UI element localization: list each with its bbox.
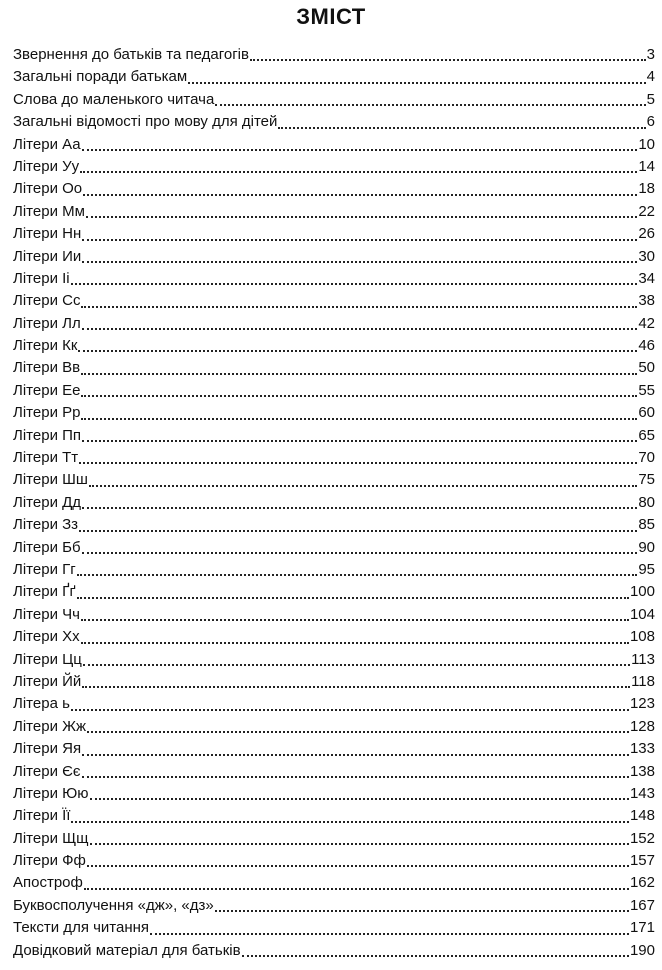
toc-entry bbox=[13, 246, 655, 268]
table-of-contents bbox=[13, 44, 655, 962]
toc-entry bbox=[13, 693, 655, 715]
toc-entry-page-number: 100 bbox=[629, 583, 655, 601]
dot-leader bbox=[81, 642, 629, 644]
toc-entry-page-number: 104 bbox=[629, 605, 655, 623]
dot-leader bbox=[89, 485, 637, 487]
dot-leader bbox=[80, 171, 637, 173]
toc-entry-label: Тексти для читання bbox=[13, 919, 150, 937]
toc-entry-page-number: 18 bbox=[638, 180, 655, 198]
toc-entry-label: Літери Юю bbox=[13, 784, 89, 802]
dot-leader bbox=[82, 776, 629, 778]
toc-entry bbox=[13, 178, 655, 200]
toc-entry-page-number: 133 bbox=[629, 740, 655, 758]
toc-entry bbox=[13, 716, 655, 738]
toc-entry bbox=[13, 738, 655, 760]
toc-entry-label: Літери Нн bbox=[13, 225, 82, 243]
toc-entry-label: Апостроф bbox=[13, 874, 83, 892]
toc-entry-page-number: 30 bbox=[638, 247, 655, 265]
dot-leader bbox=[84, 888, 629, 890]
toc-entry-label: Літери Ее bbox=[13, 381, 81, 399]
dot-leader bbox=[150, 933, 629, 935]
toc-entry bbox=[13, 940, 655, 962]
toc-entry bbox=[13, 380, 655, 402]
dot-leader bbox=[82, 239, 637, 241]
toc-entry-label: Довідковий матеріал для батьків bbox=[13, 941, 241, 959]
dot-leader bbox=[82, 552, 638, 554]
toc-entry-label: Літери Вв bbox=[13, 359, 81, 377]
toc-entry-page-number: 118 bbox=[631, 672, 655, 690]
toc-entry-label: Літери Шш bbox=[13, 471, 88, 489]
toc-entry-label: Літери Хх bbox=[13, 628, 80, 646]
toc-entry bbox=[13, 917, 655, 939]
dot-leader bbox=[82, 507, 637, 509]
toc-entry-page-number: 143 bbox=[629, 784, 655, 802]
toc-entry bbox=[13, 425, 655, 447]
toc-entry-page-number: 167 bbox=[629, 896, 655, 914]
toc-entry-label: Літери Тт bbox=[13, 449, 79, 467]
toc-entry-label: Літери Рр bbox=[13, 404, 81, 422]
toc-entry-label: Літери Лл bbox=[13, 314, 81, 332]
toc-entry bbox=[13, 447, 655, 469]
dot-leader bbox=[188, 82, 645, 84]
toc-entry bbox=[13, 66, 655, 88]
toc-entry-label: Літери Іі bbox=[13, 269, 70, 287]
toc-entry-page-number: 152 bbox=[629, 829, 655, 847]
toc-entry-label: Літери Кк bbox=[13, 337, 78, 355]
toc-entry bbox=[13, 514, 655, 536]
toc-entry bbox=[13, 559, 655, 581]
toc-entry bbox=[13, 134, 655, 156]
toc-entry-page-number: 6 bbox=[646, 113, 655, 131]
dot-leader bbox=[82, 149, 638, 151]
dot-leader bbox=[82, 686, 630, 688]
toc-entry-label: Літери Цц bbox=[13, 650, 82, 668]
toc-entry-page-number: 55 bbox=[638, 381, 655, 399]
dot-leader bbox=[81, 306, 637, 308]
dot-leader bbox=[78, 350, 637, 352]
toc-entry-page-number: 5 bbox=[646, 90, 655, 108]
toc-entry bbox=[13, 335, 655, 357]
toc-entry-page-number: 190 bbox=[629, 941, 655, 959]
toc-entry-label: Буквосполучення «дж», «дз» bbox=[13, 896, 214, 914]
dot-leader bbox=[83, 194, 637, 196]
dot-leader bbox=[71, 283, 638, 285]
toc-entry-label: Літери Оо bbox=[13, 180, 83, 198]
dot-leader bbox=[86, 216, 637, 218]
toc-entry-label: Літери Щщ bbox=[13, 829, 89, 847]
toc-entry-label: Загальні відомості про мову для дітей bbox=[13, 113, 278, 131]
dot-leader bbox=[90, 798, 629, 800]
dot-leader bbox=[81, 373, 637, 375]
toc-entry-label: Літери Йй bbox=[13, 672, 82, 690]
toc-entry bbox=[13, 268, 655, 290]
toc-entry-label: Літери Її bbox=[13, 807, 71, 825]
toc-entry bbox=[13, 895, 655, 917]
toc-entry bbox=[13, 313, 655, 335]
toc-entry bbox=[13, 626, 655, 648]
toc-entry bbox=[13, 761, 655, 783]
toc-entry bbox=[13, 649, 655, 671]
toc-entry-page-number: 38 bbox=[638, 292, 655, 310]
toc-entry-page-number: 46 bbox=[638, 337, 655, 355]
toc-entry-label: Літери Пп bbox=[13, 426, 82, 444]
dot-leader bbox=[81, 619, 629, 621]
dot-leader bbox=[71, 821, 629, 823]
toc-entry bbox=[13, 872, 655, 894]
toc-entry-label: Літери Бб bbox=[13, 538, 81, 556]
dot-leader bbox=[215, 104, 645, 106]
dot-leader bbox=[87, 865, 629, 867]
dot-leader bbox=[250, 59, 646, 61]
dot-leader bbox=[83, 664, 630, 666]
toc-entry bbox=[13, 201, 655, 223]
toc-entry-page-number: 65 bbox=[638, 426, 655, 444]
toc-entry bbox=[13, 290, 655, 312]
toc-entry-page-number: 80 bbox=[638, 493, 655, 511]
toc-entry-page-number: 138 bbox=[629, 762, 655, 780]
toc-entry-label: Літера ь bbox=[13, 695, 70, 713]
toc-entry-label: Літери Яя bbox=[13, 740, 82, 758]
toc-entry-page-number: 4 bbox=[646, 68, 655, 86]
toc-entry-page-number: 26 bbox=[638, 225, 655, 243]
toc-entry-page-number: 14 bbox=[638, 157, 655, 175]
toc-entry-page-number: 113 bbox=[631, 650, 655, 668]
toc-entry-label: Слова до маленького читача bbox=[13, 90, 215, 108]
toc-entry bbox=[13, 156, 655, 178]
toc-entry bbox=[13, 89, 655, 111]
toc-entry bbox=[13, 805, 655, 827]
toc-entry bbox=[13, 581, 655, 603]
dot-leader bbox=[82, 328, 638, 330]
toc-entry-label: Літери Сс bbox=[13, 292, 81, 310]
toc-entry-label: Літери Жж bbox=[13, 717, 86, 735]
toc-entry-page-number: 50 bbox=[638, 359, 655, 377]
toc-entry-label: Літери Ии bbox=[13, 247, 82, 265]
toc-entry-label: Літери Фф bbox=[13, 852, 86, 870]
dot-leader bbox=[77, 597, 629, 599]
toc-entry-page-number: 85 bbox=[638, 516, 655, 534]
dot-leader bbox=[90, 843, 629, 845]
dot-leader bbox=[81, 395, 637, 397]
toc-entry-page-number: 75 bbox=[638, 471, 655, 489]
toc-entry-label: Літери Аа bbox=[13, 135, 81, 153]
toc-entry bbox=[13, 671, 655, 693]
dot-leader bbox=[242, 955, 629, 957]
dot-leader bbox=[79, 530, 637, 532]
toc-entry-label: Літери Зз bbox=[13, 516, 79, 534]
toc-entry-page-number: 22 bbox=[638, 202, 655, 220]
toc-entry-page-number: 3 bbox=[646, 46, 655, 63]
toc-entry bbox=[13, 223, 655, 245]
toc-entry-page-number: 95 bbox=[638, 560, 655, 578]
toc-entry-page-number: 10 bbox=[638, 135, 655, 153]
toc-entry-page-number: 157 bbox=[629, 852, 655, 870]
dot-leader bbox=[87, 731, 629, 733]
dot-leader bbox=[82, 261, 637, 263]
toc-entry-page-number: 90 bbox=[638, 538, 655, 556]
toc-entry-page-number: 128 bbox=[629, 717, 655, 735]
toc-entry-page-number: 123 bbox=[629, 695, 655, 713]
toc-entry bbox=[13, 783, 655, 805]
page-title: ЗМІСТ bbox=[296, 4, 366, 29]
toc-entry-page-number: 60 bbox=[638, 404, 655, 422]
toc-entry bbox=[13, 402, 655, 424]
toc-entry-label: Звернення до батьків та педагогів bbox=[13, 46, 249, 63]
toc-entry-label: Загальні поради батькам bbox=[13, 68, 188, 86]
toc-entry-label: Літери Єє bbox=[13, 762, 81, 780]
toc-entry-label: Літери Гг bbox=[13, 560, 76, 578]
dot-leader bbox=[71, 709, 629, 711]
dot-leader bbox=[278, 127, 645, 129]
toc-entry bbox=[13, 492, 655, 514]
toc-entry-label: Літери Чч bbox=[13, 605, 80, 623]
toc-entry-page-number: 162 bbox=[629, 874, 655, 892]
toc-entry bbox=[13, 850, 655, 872]
toc-entry-page-number: 34 bbox=[638, 269, 655, 287]
dot-leader bbox=[215, 910, 629, 912]
toc-entry-page-number: 171 bbox=[629, 919, 655, 937]
toc-entry-page-number: 148 bbox=[629, 807, 655, 825]
toc-entry-page-number: 108 bbox=[629, 628, 655, 646]
toc-entry bbox=[13, 44, 655, 66]
dot-leader bbox=[81, 418, 637, 420]
dot-leader bbox=[82, 754, 629, 756]
toc-entry-page-number: 70 bbox=[638, 449, 655, 467]
toc-entry bbox=[13, 357, 655, 379]
toc-entry bbox=[13, 469, 655, 491]
toc-entry bbox=[13, 537, 655, 559]
toc-entry-page-number: 42 bbox=[638, 314, 655, 332]
toc-entry bbox=[13, 828, 655, 850]
dot-leader bbox=[82, 440, 637, 442]
toc-entry bbox=[13, 111, 655, 133]
toc-entry-label: Літери Уу bbox=[13, 157, 80, 175]
toc-entry bbox=[13, 604, 655, 626]
dot-leader bbox=[79, 462, 637, 464]
toc-entry-label: Літери Ґґ bbox=[13, 583, 76, 601]
toc-entry-label: Літери Мм bbox=[13, 202, 85, 220]
toc-entry-label: Літери Дд bbox=[13, 493, 82, 511]
dot-leader bbox=[77, 574, 638, 576]
